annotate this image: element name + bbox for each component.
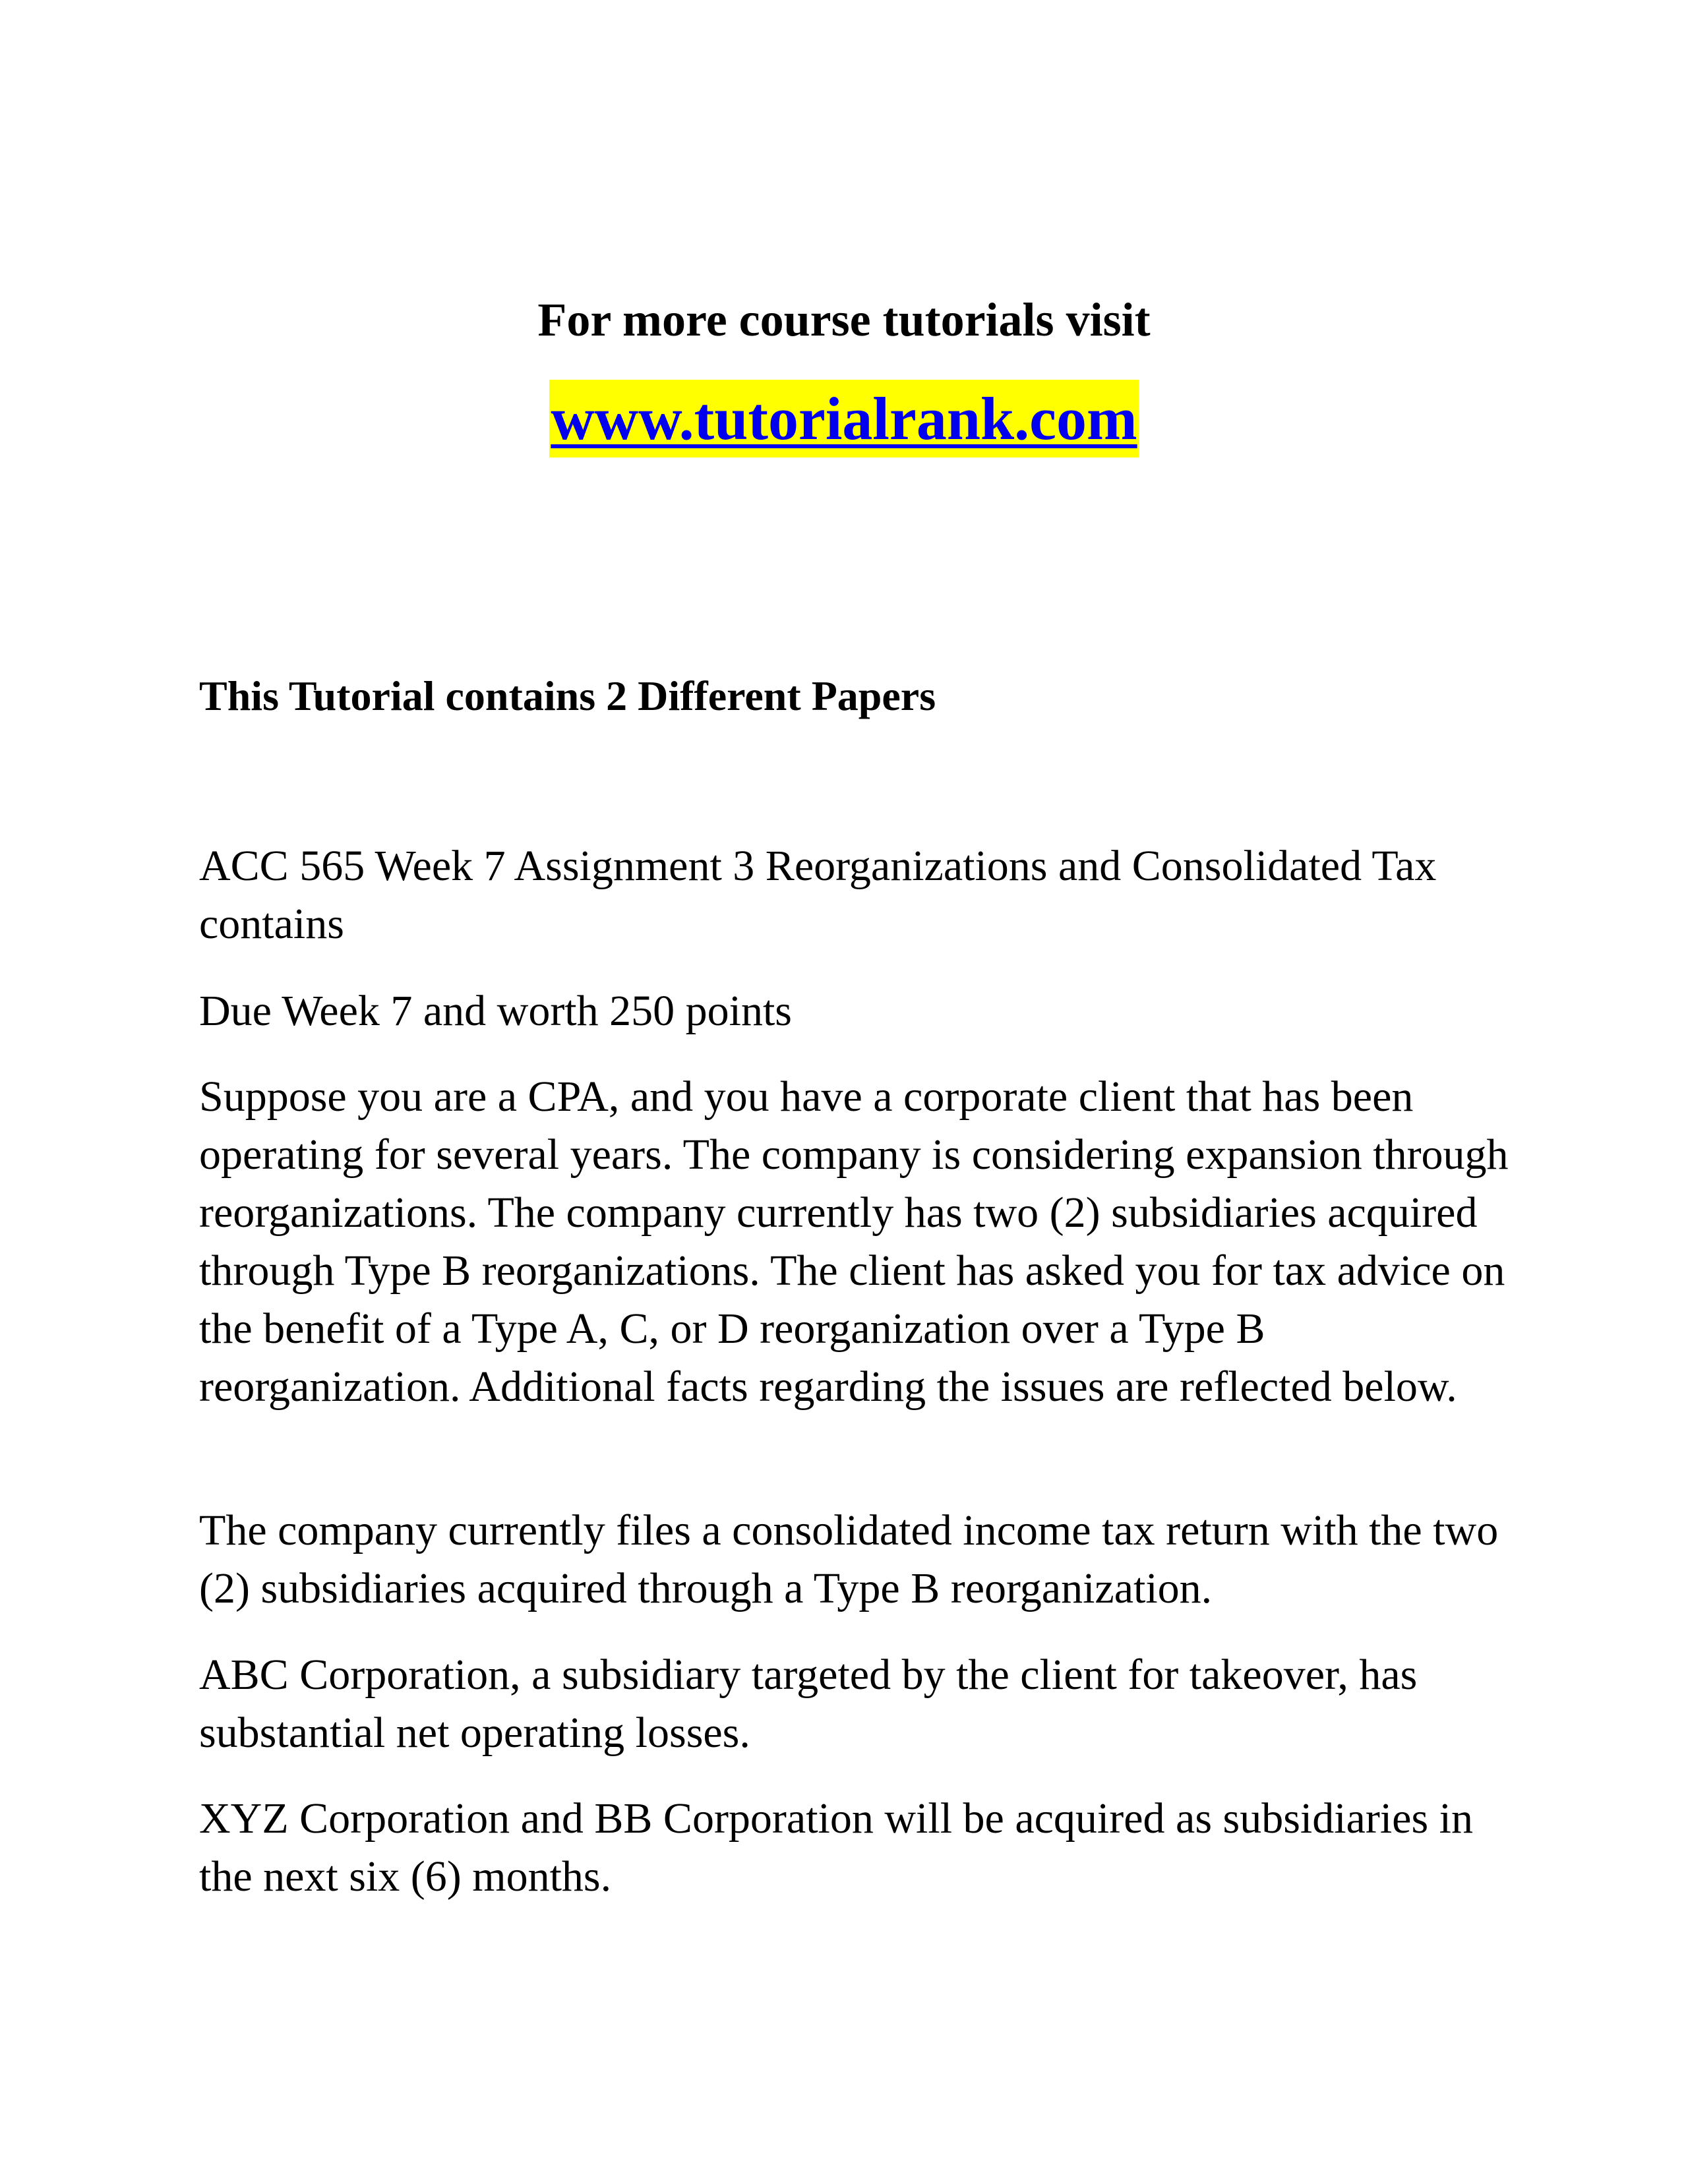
abc-corporation-paragraph: ABC Corporation, a subsidiary targeted by the client for takeover, has substantial net operating losses.: [199, 1651, 1418, 1757]
assignment-title: ACC 565 Week 7 Assignment 3 Reorganizations and Consolidated Tax contains: [199, 842, 1437, 948]
consolidated-return-paragraph: The company currently files a consolidated income tax return with the two (2) subsidiaries acquired through a Type B reorganization.: [199, 1506, 1499, 1612]
visit-heading: For more course tutorials visit: [537, 293, 1151, 346]
xyz-bb-corporation-paragraph: XYZ Corporation and BB Corporation will be acquired as subsidiaries in the next six (6) months.: [199, 1794, 1473, 1901]
due-line: Due Week 7 and worth 250 points: [199, 987, 792, 1035]
scenario-paragraph: Suppose you are a CPA, and you have a corporate client that has been operating for several years. The company is considering expansion through reorganizations. The company currently has two (2) subsidiaries acquired through Type B reorganizations. The client has asked you for tax advice on the benefit of a Type A, C, or D reorganization over a Type B reorganization. Additional facts regarding the issues are reflected below.: [199, 1073, 1509, 1411]
tutorial-heading: This Tutorial contains 2 Different Papers: [199, 672, 936, 719]
tutorial-site-link[interactable]: www.tutorialrank.com: [549, 380, 1138, 457]
site-link-container: [0, 380, 1688, 457]
